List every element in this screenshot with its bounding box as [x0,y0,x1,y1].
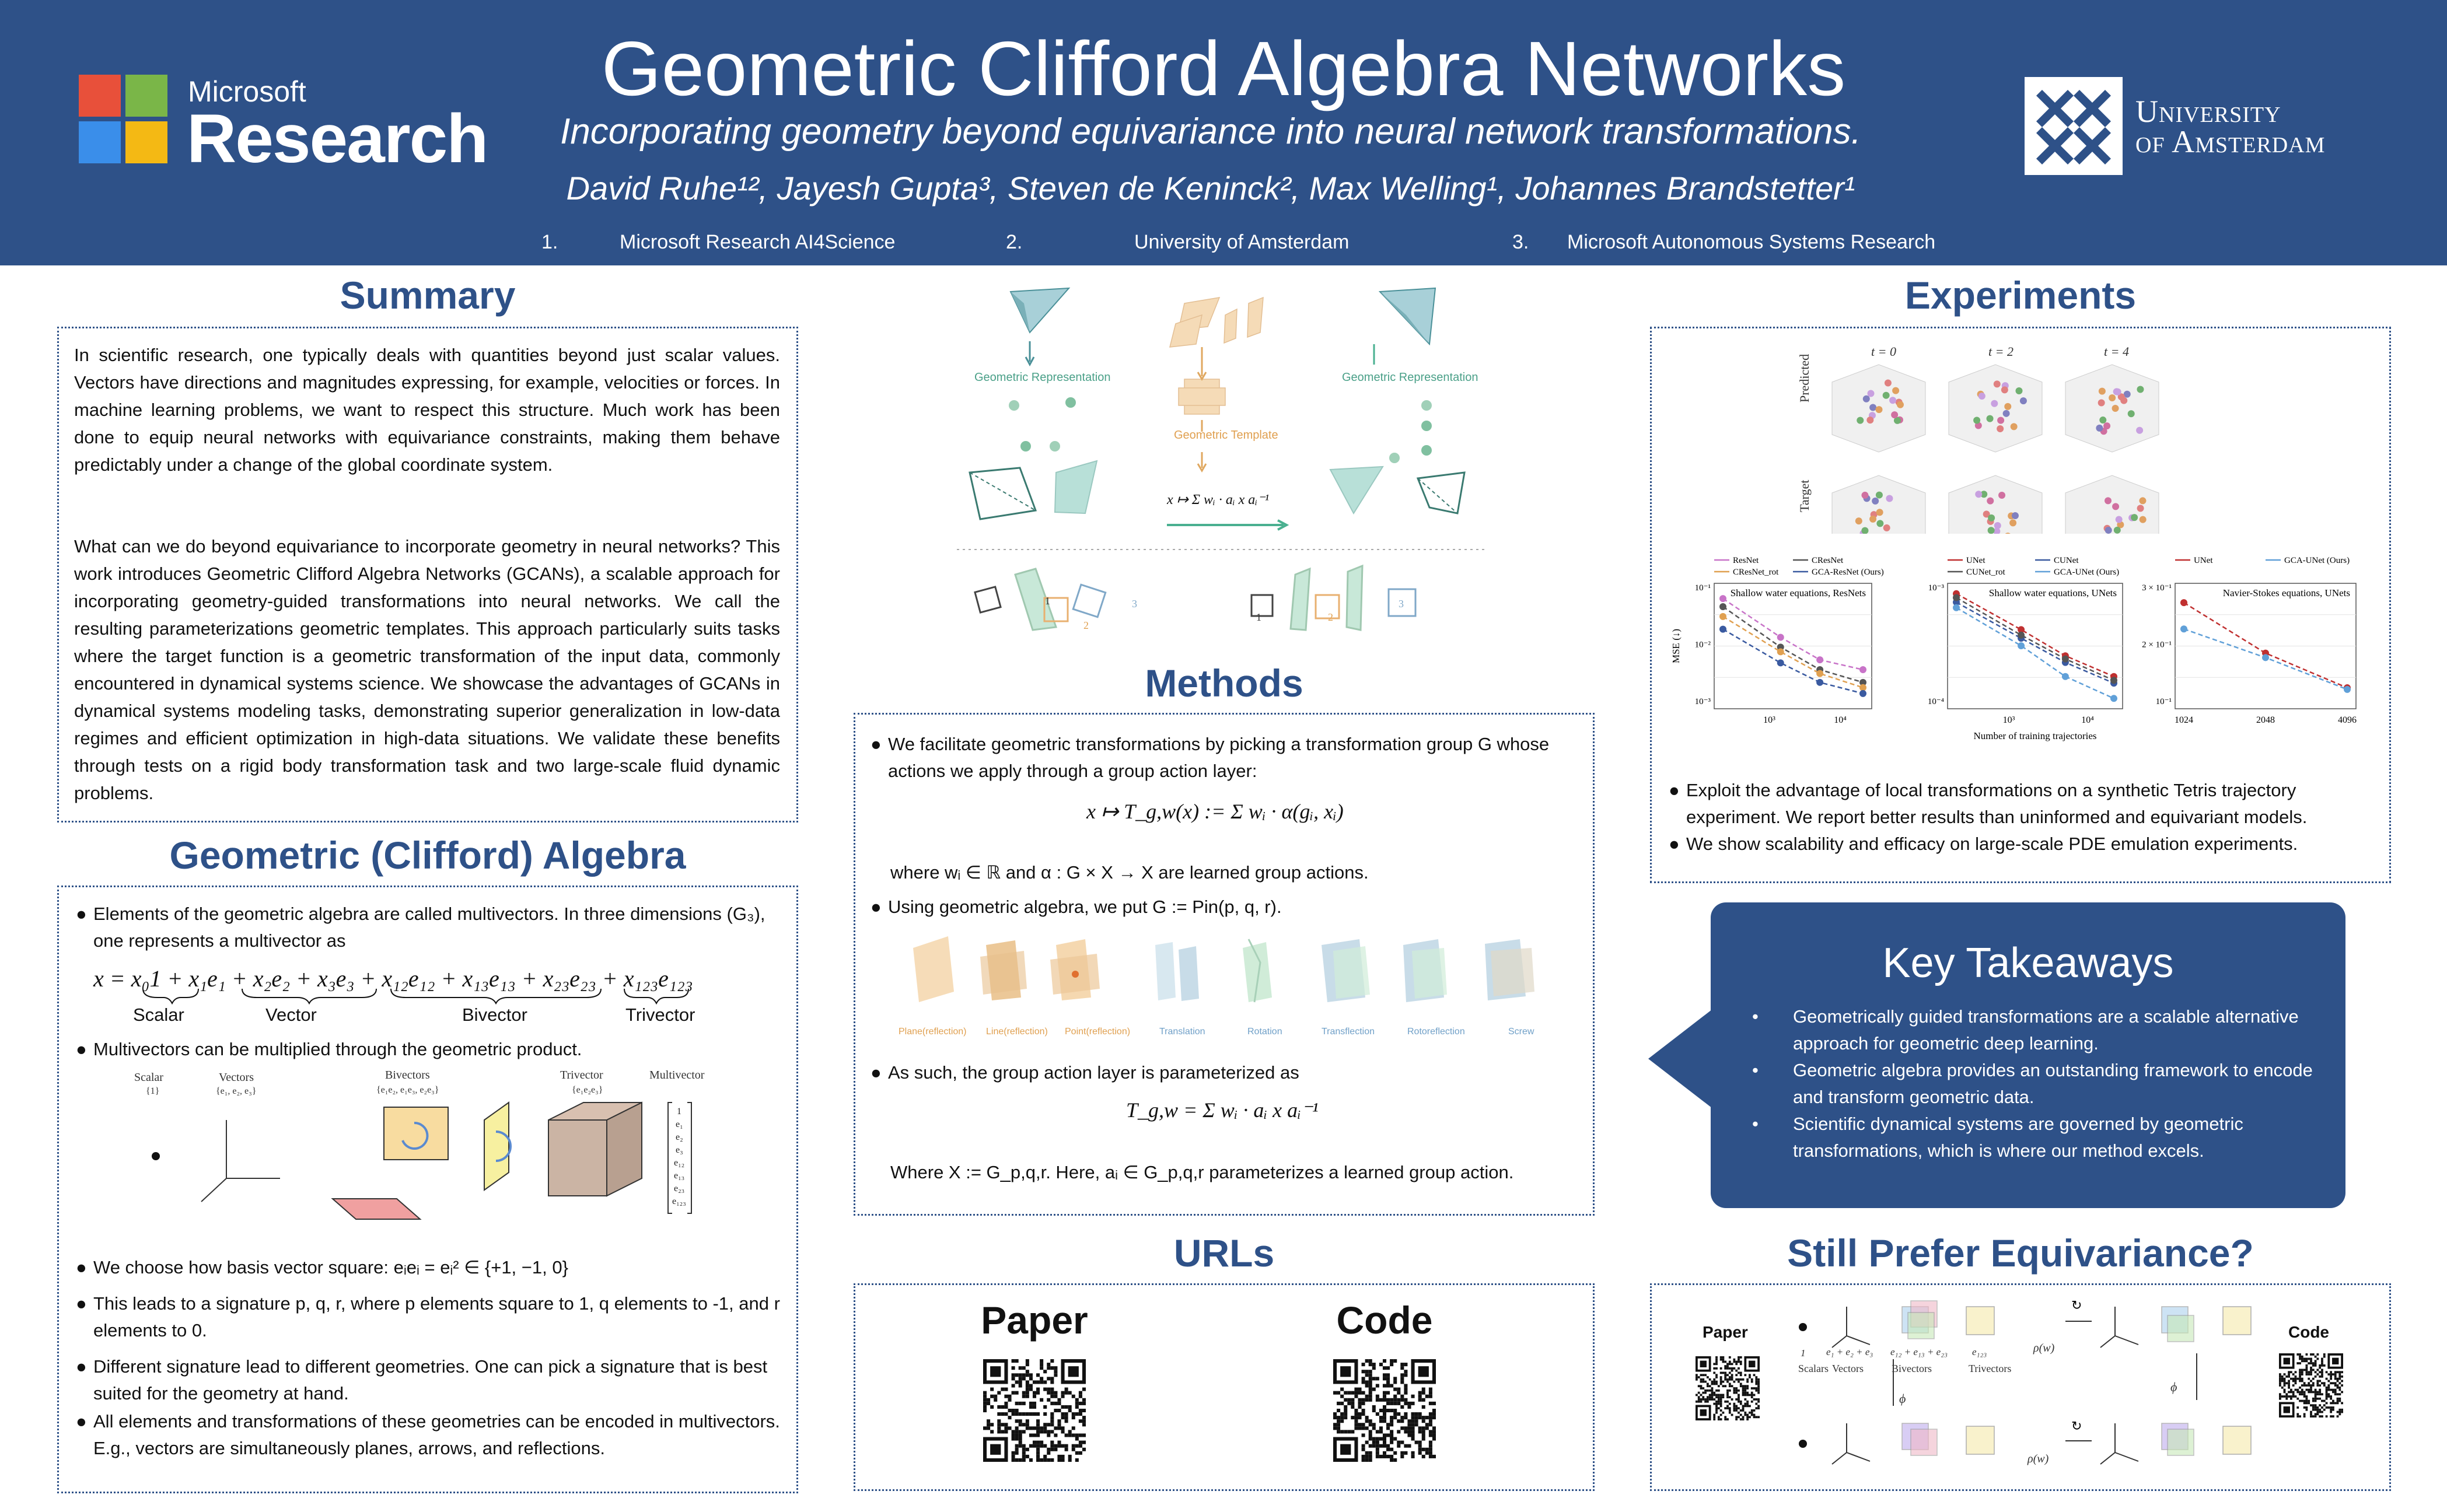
y-tick-label: 10⁻¹ [2155,697,2172,706]
affiliation-name-1: Microsoft Research AI4Science [620,231,896,253]
svg-text:e₁₃: e₁₃ [674,1171,685,1181]
tetris-trajectory-figure [1826,359,2176,534]
x-tick-label: 10⁴ [1834,715,1847,725]
equiv-formula-bivectors: e₁₂ + e₁₃ + e₂₃ [1890,1346,1948,1357]
data-point [2180,625,2187,632]
algebra-bullet-1-text: Elements of the geometric algebra are called multivectors. In three dimensions (G₃), one represents a multivector as [93,904,765,951]
legend-label: CResNet_rot [1733,568,1779,577]
algebra-bullet-5: ● Different signature lead to different geometries. One can pick a signature that is best suited for the geometry at hand. [76,1356,768,1404]
data-point [1859,690,1866,697]
multivector-diagram [140,1097,723,1225]
x-axis-label: Number of training trajectories [1973,730,2097,741]
pin-label-point: Point(reflection) [1065,1027,1131,1037]
header-banner [0,0,2447,265]
takeaway-3-text: Scientific dynamical systems are governed by geometric transformations, which is where our method excels. [1793,1114,2243,1161]
y-tick-label: 3 × 10⁻¹ [2142,583,2172,593]
data-point [1816,670,1823,677]
algebra-bullet-6-text: All elements and transformations of these geometries can be encoded in multivectors. E.g., vectors are simultaneously planes, arrows, and reflections. [93,1411,780,1458]
algebra-bullet-1: ● Elements of the geometric algebra are called multivectors. In three dimensions (G₃), one represents a multivector as [76,904,765,951]
label-vector: Vector [265,1005,317,1025]
url-paper-label: Paper [981,1298,1088,1342]
data-point [2344,686,2351,693]
chart-title: Shallow water equations, ResNets [1730,587,1866,598]
data-point [2062,673,2069,680]
time-label-2: t = 2 [1988,344,2013,359]
svg-text:e₂₃: e₂₃ [674,1184,685,1194]
takeaways-pointer [1648,1009,1718,1108]
uva-logo [2025,77,2123,175]
svg-text:e₁: e₁ [676,1119,683,1129]
legend-label: GCA-UNet (Ours) [2284,556,2350,565]
x-tick-label: 10³ [1763,715,1775,725]
uva-text-line2: of Amsterdam [2135,124,2326,159]
y-tick-label: 10⁻¹ [1694,583,1711,593]
pde-results-charts [1662,551,2385,752]
fig-template-label: Geometric Template [1174,429,1278,442]
algebra-bullet-3: ● We choose how basis vector square: eᵢeᵢ = eᵢ² ∈ {+1, −1, 0} [76,1257,568,1278]
data-point [2110,677,2117,684]
data-point [1719,626,1726,633]
legend-label: CResNet [1812,556,1844,565]
takeaways-heading: Key Takeaways [1882,940,2174,986]
equivariance-heading: Still Prefer Equivariance? [1787,1231,2254,1275]
data-point [2110,695,2117,702]
legend-label: ResNet [1733,556,1759,565]
fig-num-1a: 1 [1045,595,1050,607]
svg-text:↻: ↻ [2071,1419,2082,1434]
x-tick-label: 4096 [2338,715,2357,725]
methods-bullet-3-text: As such, the group action layer is parameterized as [888,1062,1299,1083]
equiv-label-bivectors: Bivectors [1892,1363,1932,1374]
pin-group-figure [899,933,1564,1021]
data-point [1777,634,1784,640]
takeaway-3: • Scientific dynamical systems are governed by geometric transformations, which is where our method excels. [1752,1114,2243,1161]
data-point [1953,594,1960,601]
paper-qr-code[interactable] [983,1359,1086,1462]
time-label-4: t = 4 [2104,344,2129,359]
equiv-label-scalars: Scalars [1798,1363,1829,1374]
y-tick-label: 10⁻⁴ [1927,697,1944,706]
row-label-predicted [1797,354,1812,402]
time-label-0: t = 0 [1871,344,1896,359]
logo-text-research: Research [187,100,488,177]
affiliation-num-2: 2. [1006,231,1023,253]
label-bivector: Bivector [462,1005,527,1025]
label-scalar: Scalar [133,1005,184,1025]
poster-authors: David Ruhe¹², Jayesh Gupta³, Steven de Keninck², Max Welling¹, Johannes Brandstetter¹ [566,170,1855,206]
equiv-paper-qr-code[interactable] [1696,1356,1760,1420]
data-point [2062,656,2069,663]
data-point [1816,679,1823,686]
equiv-phi-right: ϕ [2170,1380,2177,1394]
affiliation-num-3: 3. [1512,231,1529,253]
fig-trivector-set: {e₁e₂e₃} [572,1085,603,1095]
takeaway-2: • Geometric algebra provides an outstanding framework to encode and transform geometric data. [1752,1060,2313,1107]
uva-text-line1: University [2135,94,2281,129]
code-qr-code[interactable] [1333,1359,1436,1462]
equiv-label-vectors: Vectors [1832,1363,1864,1374]
data-point [1953,604,1960,611]
algebra-bullet-3-text: We choose how basis vector square: eᵢeᵢ = eᵢ² ∈ {+1, −1, 0} [93,1257,568,1278]
affiliation-num-1: 1. [541,231,558,253]
data-point [1816,656,1823,663]
methods-equation-2: T_g,w = Σ wᵢ · aᵢ x aᵢ⁻¹ [1126,1098,1319,1122]
experiments-bullet-1: ● Exploit the advantage of local transformations on a synthetic Tetris trajectory experiment. We report better results than uninformed and equivariant models. [1669,780,2308,827]
methods-bullet-1-text: We facilitate geometric transformations by picking a transformation group G whose actions we apply through a group action layer: [888,734,1550,781]
y-tick-label: 10⁻³ [1928,583,1944,593]
fig-right-representation-label: Geometric Representation [1342,371,1478,384]
data-point [1777,659,1784,666]
data-point [1719,613,1726,620]
poster-title: Geometric Clifford Algebra Networks [601,26,1846,111]
svg-text:1: 1 [677,1107,681,1116]
experiments-bullet-2-text: We show scalability and efficacy on large-scale PDE emulation experiments. [1686,834,2298,854]
methods-bullet-1: ● We facilitate geometric transformations by picking a transformation group G whose actions we apply through a group action layer: [871,734,1550,781]
x-tick-label: 1024 [2175,715,2193,725]
underbraces [140,986,694,1005]
fig-bivectors-label: Bivectors [385,1069,430,1082]
fig-vectors-set: {e₁, e₂, e₃} [216,1086,257,1096]
legend-label: GCA-UNet (Ours) [2054,568,2120,577]
row-label-target [1797,480,1812,512]
data-point [1719,603,1726,610]
algebra-bullet-4-text: This leads to a signature p, q, r, where p elements square to 1, q elements to -1, and r elements to 0. [93,1293,780,1340]
pin-label-line: Line(reflection) [986,1027,1048,1037]
fig-vectors-label: Vectors [219,1071,254,1084]
legend-label: CUNet_rot [1966,568,2005,577]
takeaway-1-text: Geometrically guided transformations are a scalable alternative approach for geometric deep learning. [1793,1006,2299,1054]
takeaway-2-text: Geometric algebra provides an outstanding framework to encode and transform geometric data. [1793,1060,2313,1107]
svg-text:e₁₂: e₁₂ [674,1158,685,1168]
fig-left-representation-label: Geometric Representation [974,371,1111,384]
legend-label: UNet [1966,556,1985,565]
row-label-predicted-text: Predicted [1797,354,1812,402]
y-tick-label: 2 × 10⁻¹ [2142,640,2172,650]
pin-label-translation: Translation [1159,1027,1205,1037]
svg-text:↻: ↻ [2071,1298,2082,1313]
equiv-paper-label: Paper [1703,1323,1748,1341]
fig-scalar-label: Scalar [134,1071,163,1084]
legend-label: UNet [2194,556,2213,565]
fig-num-2a: 2 [1083,620,1089,631]
methods-where-2: Where X := G_p,q,r. Here, aᵢ ∈ G_p,q,r parameterizes a learned group action. [890,1162,1514,1182]
y-tick-label: 10⁻² [1694,640,1711,650]
fig-num-3a: 3 [1132,598,1137,610]
x-tick-label: 10⁴ [2081,715,2094,725]
url-code-label: Code [1336,1298,1433,1342]
summary-heading: Summary [340,274,516,317]
data-point [1719,595,1726,602]
equiv-phi-left: ϕ [1899,1391,1906,1406]
fig-num-1b: 1 [1256,611,1261,623]
svg-text:e₃: e₃ [676,1145,683,1155]
experiments-bullet-2: ● We show scalability and efficacy on large-scale PDE emulation experiments. [1669,834,2298,854]
data-point [1777,648,1784,655]
affiliation-name-2: University of Amsterdam [1134,231,1350,253]
pin-label-rotoreflection: Rotoreflection [1407,1027,1465,1037]
data-point [2262,654,2269,661]
algebra-bullet-5-text: Different signature lead to different geometries. One can pick a signature that is best suited for the geometry at hand. [93,1356,768,1404]
affiliation-name-3: Microsoft Autonomous Systems Research [1567,231,1936,253]
methods-where-1: where wᵢ ∈ ℝ and α : G × X → X are learned group actions. [890,862,1369,883]
poster-subtitle: Incorporating geometry beyond equivariance into neural network transformations. [560,111,1861,152]
takeaway-1: • Geometrically guided transformations are a scalable alternative approach for geometric deep learning. [1752,1006,2299,1054]
logo-text-microsoft: Microsoft [188,75,306,108]
fig-num-3b: 3 [1399,598,1404,610]
y-axis-label: MSE (↓) [1670,628,1682,664]
fig-scalar-set: {1} [146,1086,160,1096]
equiv-rho-top: ρ(w) [2033,1342,2055,1354]
multivector-formula: x = x₀1 + x₁e₁ + x₂e₂ + x₃e₃ + x₁₂e₁₂ + x₁₃e₁₃ + x₂₃e₂₃ + x₁₂₃e₁₂₃ [93,965,693,992]
algebra-bullet-2-text: Multivectors can be multiplied through the geometric product. [93,1039,582,1059]
x-tick-label: 2048 [2256,715,2275,725]
pin-label-plane: Plane(reflection) [899,1027,967,1037]
equiv-code-label: Code [2288,1323,2329,1341]
chart-title: Navier-Stokes equations, UNets [2222,587,2350,598]
fig-multivector-label: Multivector [649,1069,705,1082]
x-tick-label: 10³ [2002,715,2015,725]
svg-text:e₁₂₃: e₁₂₃ [672,1196,686,1206]
algebra-heading: Geometric (Clifford) Algebra [169,834,686,877]
fig-bivectors-set: {e₁e₂, e₁e₃, e₂e₃} [376,1085,439,1095]
equiv-formula-vectors: e₁ + e₂ + e₃ [1826,1346,1873,1357]
pin-label-transflection: Transflection [1322,1027,1375,1037]
urls-heading: URLs [1173,1231,1275,1275]
data-point [2018,632,2025,639]
legend-label: CUNet [2054,556,2079,565]
label-trivector: Trivector [625,1005,695,1025]
summary-paragraph-2: What can we do beyond equivariance to incorporate geometry in neural networks? This work introduces Geometric Clifford Algebra Networks (GCANs), a scalable approach for incorporating geometry-guided transformations into neural networks. We call the resulting parameterizations geometric templates. This approach particularly suits tasks where the target function is a geometric transformation of the input data, commonly encountered in dynamical systems science. We showcase the advantages of GCANs in dynamical systems modeling tasks, demonstrating superior generalization in low-data regimes and efficient optimization in high-data situations. We validate these benefits through tests on a rigid body transformation task and two large-scale fluid dynamic problems. [74,536,780,803]
y-tick-label: 10⁻³ [1694,697,1711,706]
row-label-target-text: Target [1797,480,1812,512]
geometric-template-figure [945,280,1494,636]
equiv-label-trivectors: Trivectors [1969,1363,2012,1374]
data-point [2180,599,2187,606]
summary-paragraph-1: In scientific research, one typically deals with quantities beyond just scalar values. Vectors have directions and magnitudes expressing, for example, velocities or forces. In machine learning problems, we want to respect this structure. Much work has been done to equip neural networks with equivariance constraints, making them behave predictably under a change of the global coordinate system. [74,345,780,475]
methods-heading: Methods [1145,662,1303,705]
fig-num-2b: 2 [1328,611,1333,623]
data-point [1859,666,1866,673]
fig-trivector-label: Trivector [560,1069,603,1082]
pin-label-rotation: Rotation [1247,1027,1282,1037]
methods-bullet-3: ● As such, the group action layer is parameterized as [871,1062,1299,1083]
pin-label-screw: Screw [1508,1027,1534,1037]
experiments-heading: Experiments [1904,274,2137,317]
equiv-formula-1: 1 [1801,1348,1806,1359]
equiv-formula-trivectors: e₁₂₃ [1972,1346,1987,1357]
svg-text:e₂: e₂ [676,1132,683,1142]
experiments-bullet-1-text: Exploit the advantage of local transformations on a synthetic Tetris trajectory experiment. We report better results than uninformed and equivariant models. [1686,780,2308,827]
fig-template-formula: x ↦ Σ wᵢ · aᵢ x aᵢ⁻¹ [1167,492,1269,508]
data-point [2018,642,2025,649]
methods-bullet-2-text: Using geometric algebra, we put G := Pin(p, q, r). [888,897,1282,917]
algebra-bullet-4: ● This leads to a signature p, q, r, where p elements square to 1, q elements to -1, and r elements to 0. [76,1293,780,1340]
algebra-bullet-2: ● Multivectors can be multiplied through the geometric product. [76,1039,582,1059]
legend-label: GCA-ResNet (Ours) [1812,568,1884,577]
chart-title: Shallow water equations, UNets [1988,587,2117,598]
equiv-code-qr-code[interactable] [2279,1353,2343,1418]
methods-bullet-2: ● Using geometric algebra, we put G := Pin(p, q, r). [871,897,1282,917]
algebra-bullet-6: ● All elements and transformations of these geometries can be encoded in multivectors. E.g., vectors are simultaneously planes, arrows, and reflections. [76,1411,780,1458]
methods-equation-1: x ↦ T_g,w(x) := Σ wᵢ · α(gᵢ, xᵢ) [1086,800,1344,823]
equiv-rho-bottom: ρ(w) [2027,1452,2049,1465]
